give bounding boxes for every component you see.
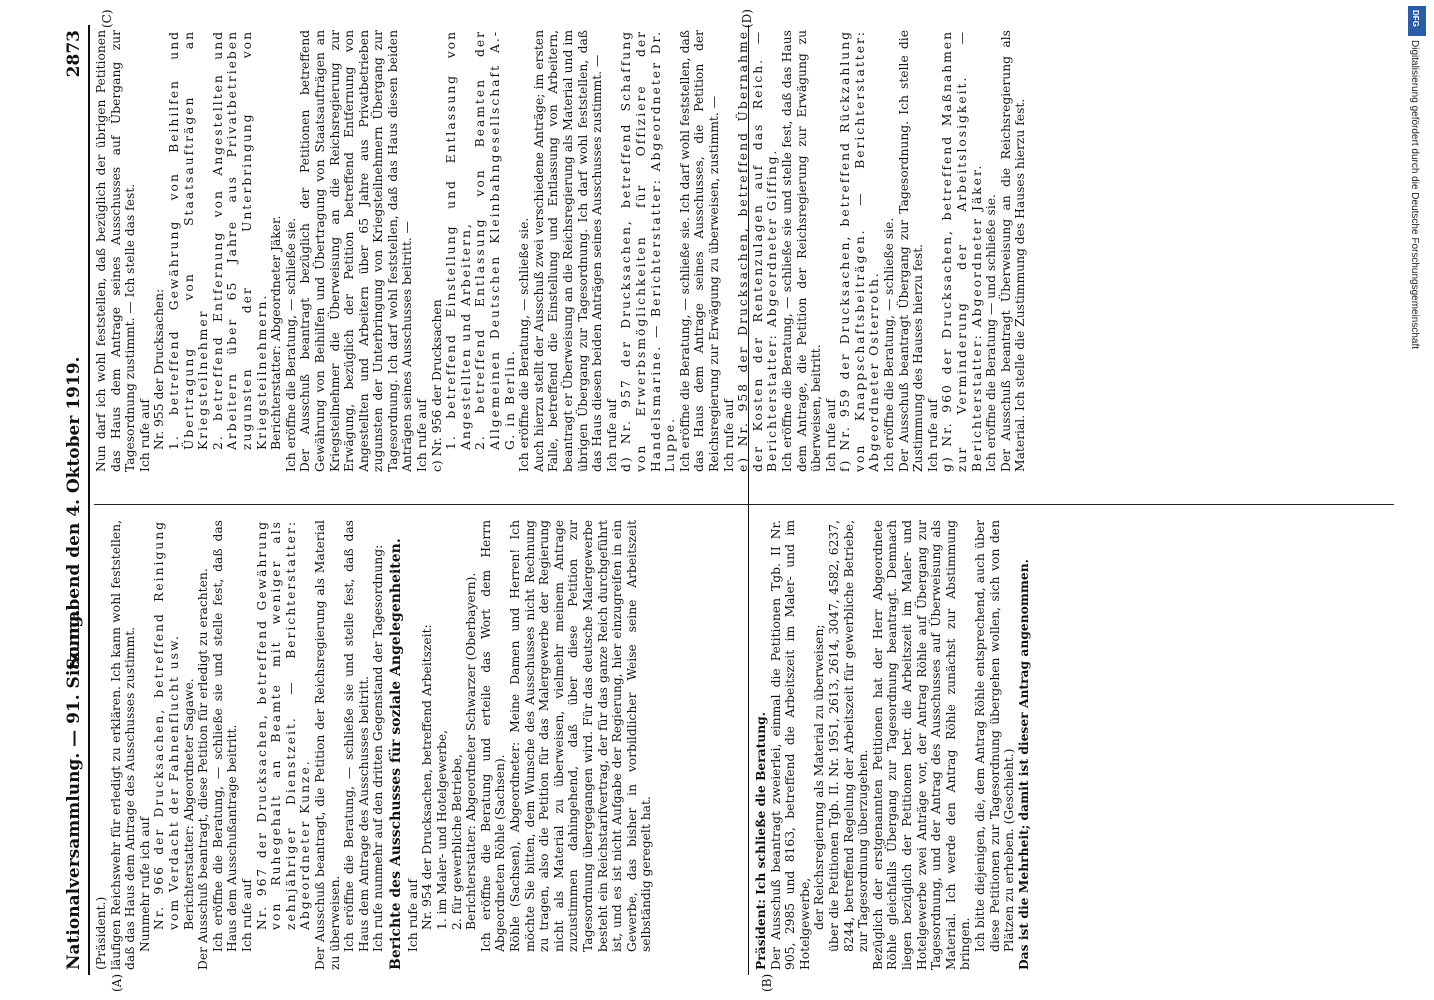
paragraph: Ich rufe nunmehr auf den dritten Gegenstand der Tagesordnung: [371, 544, 386, 952]
paragraph: Ich eröffne die Beratung, — schließe sie. [882, 217, 897, 472]
list-item: 1. im Maler- und Hotelgewerbe, [435, 729, 450, 930]
paragraph: Berichterstatter: Abgeordneter Sagawe. [181, 678, 196, 930]
paragraph: läufigen Reichswehr für erledigt zu erklären. Ich kann wohl feststellen, daß das Haus dem Antrage des Ausschusses zustimmt. [108, 520, 138, 970]
paragraph: Nr. 955 der Drucksachen: [152, 288, 167, 450]
column-divider [94, 504, 1394, 505]
paragraph: g) Nr. 960 der Drucksachen, betreffend Maßnahmen zur Verminderung der Arbeitslosigkeit. — Berichterstatter: Abgeordneter Jäker. [940, 30, 984, 472]
speaker-label: (Präsident.) [94, 896, 108, 970]
paragraph: Der Ausschuß beantragt bezüglich der Petitionen betreffend Gewährung von Beihilfen und Übertragung von Staatsaufträgen an Kriegsteilnehmer die Überweisung an die Reichsregierung zur Erwägung, bezüglich der Petition betreffend Entfernung von Angestellten und Arbeitern über 65 Jahre aus Privatbetrieben zugunsten der Unterbringung von Kriegsteilnehmern Übergang zur Tagesordnung. Ich darf wohl feststellen, daß das Haus diesen beiden Anträgen seines Ausschusses beitritt. — [298, 30, 415, 472]
paragraph: d) Nr. 957 der Drucksachen, betreffend Schaffung von Erwerbsmöglichkeiten für Offiziere der Handelsmarine. — Berichterstatter: Abgeordneter Dr. Luppe. [619, 30, 678, 472]
paragraph: Ich rufe auf [415, 399, 430, 472]
paragraph: über die Petitionen Tgb. II. Nr. 1951, 2613, 2614, 3047, 4582, 6237, 8244, betreffend Regelung der Arbeitszeit für gewerbliche Betriebe, zur Tagesordnung überzugehen. [826, 520, 871, 952]
paragraph: Ich rufe auf [137, 399, 152, 472]
paragraph: Berichterstatter: Abgeordneter Jäker. [269, 215, 284, 450]
paragraph: Nun darf ich wohl feststellen, daß bezüglich der übrigen Petitionen das Haus dem Antrage seines Ausschusses auf Übergang zur Tagesordnung zustimmt. — Ich stelle das fest. [94, 30, 138, 472]
speech-paragraph: Röhle (Sachsen), Abgeordneter: Meine Damen und Herren! Ich möchte Sie bitten, dem Wunsche des Ausschusses nicht Rechnung zu tragen, also die Petition für das Malergewerbe der Regierung nicht als Material zu überweisen, vielmehr meinem Antrage zuzustimmen dahingehend, daß über diese Petition zur Tagesordnung übergegangen wird. Für das deutsche Malergewerbe besteht ein Reichstarifvertrag, der für das ganze Reich durchgeführt ist, und es ist nicht Aufgabe der Regierung, hier einzugreifen in ein Gewerbe, das bisher in vorbildlicher Weise seine Arbeitszeit selbständig geregelt hat. [508, 520, 654, 952]
digitization-note-text: Digitalisierung gefördert durch die Deutsche Forschungsgemeinschaft [1409, 40, 1420, 350]
paragraph: Ich rufe auf [405, 879, 420, 952]
header-rule [88, 25, 90, 975]
left-column-top [94, 520, 654, 970]
margin-letter-d: (D) [740, 9, 754, 28]
paragraph: Der Ausschuß beantragt, die Petition der Reichsregierung als Material zu überweisen. [312, 520, 342, 970]
paragraph: Der Ausschuß beantragt, diese Petition für erledigt zu erachten. [196, 568, 211, 970]
paragraph: der Reichsregierung als Material zu überweisen; [812, 624, 827, 930]
list-item: 1. betreffend Gewährung von Beihilfen und Übertragung von Staatsaufträgen an Kriegsteilnehmer [166, 30, 211, 450]
paragraph: Ich rufe auf [823, 399, 838, 472]
paragraph: Bezüglich der erstgenannten Petitionen hat der Herr Abgeordnete Röhle gleichfalls Übergang zur Tagesordnung beantragt. Demnach liegen bezüglich der Petitionen betr. die Arbeitszeit im Maler- und Hotelgewerbe zwei Anträge vor, der Antrag Röhle auf Übergang zur Tagesordnung, und der Antrag des Ausschusses auf Überweisung als Material. Ich werde den Antrag Röhle zunächst zur Abstimmung bringen. [870, 520, 973, 970]
paragraph: Der Ausschuß beantragt zweierlei, einmal die Petitionen Tgb. II Nr. 905, 2985 und 8163, betreffend die Arbeitszeit im Maler- und im Hotelgewerbe, [768, 520, 812, 970]
paragraph: Ich eröffne die Beratung, — schließe sie und stelle fest, daß das Haus dem Antrage des Ausschusses beitritt. [342, 520, 371, 952]
paragraph: e) Nr. 958 der Drucksachen, betreffend Übernahme der Kosten der Rentenzulagen auf das Reich. — Berichterstatter: Abgeordneter Giffing. [736, 30, 780, 472]
paragraph: Ich eröffne die Beratung, — schließe sie und stelle fest, daß das Haus dem Ausschußantrage beitritt. [210, 520, 240, 952]
speaker-paragraph: Präsident: Ich schließe die Beratung. [753, 711, 768, 970]
paragraph: Nunmehr rufe ich auf [137, 816, 152, 952]
list-item: 2. betreffend Entfernung von Angestellten und Arbeitern über 65 Jahre aus Privatbetrieben zugunsten der Unterbringung von Kriegsteilnehmern. [210, 30, 269, 450]
left-column-bottom [754, 520, 1031, 970]
paragraph: Ich rufe auf [721, 399, 736, 472]
paragraph: Ich eröffne die Beratung, — schließe sie. [517, 217, 532, 472]
page-number: 2873 [64, 30, 84, 78]
paragraph: Ich eröffne die Beratung, — schließe sie und stelle fest, daß das Haus dem Antrage, die Petition der Reichsregierung zur Erwägung zu überweisen, beitritt. [779, 30, 824, 472]
list-item: 2. für gewerbliche Betriebe, [449, 754, 464, 930]
paragraph: Ich eröffne die Beratung, — schließe sie. [283, 217, 298, 472]
paragraph: Berichterstatter: Abgeordneter Schwarzer (Oberbayern). [464, 572, 479, 930]
paragraph: Auch hierzu stellt der Ausschuß zwei verschiedene Anträge; im ersten Falle, betreffend die Einstellung und Entlassung von Arbeitern, beantragt er Überweisung an die Reichsregierung als Material und im übrigen Übergang zur Tagesordnung. Ich darf wohl feststellen, daß das Haus diesen beiden Anträgen seines Ausschusses zustimmt. — [531, 30, 605, 472]
paragraph: f) Nr. 959 der Drucksachen, betreffend Rückzahlung von Knappschaftsbeiträgen. — Berichterstatter: Abgeordneter Osterroth. [838, 30, 882, 472]
dfg-logo: DFG [1408, 6, 1426, 36]
header-left-title: Nationalversammlung. — 91. Sitzung. [64, 609, 84, 970]
list-item: 1. betreffend Einstellung und Entlassung von Angestellten und Arbeitern, [444, 30, 473, 450]
margin-letter-b: (B) [760, 973, 774, 992]
list-item: 2. betreffend Entlassung von Beamten der Allgemeinen Deutschen Kleinbahngesellschaft A.-G. in Berlin. [473, 30, 517, 450]
page-header [58, 30, 90, 970]
paragraph: Das ist die Mehrheit; damit ist dieser Antrag angenommen. [1015, 559, 1031, 970]
right-column [94, 30, 1028, 490]
paragraph: Nr. 954 der Drucksachen, betreffend Arbeitszeit: [420, 624, 435, 930]
digitization-note [1404, 40, 1426, 600]
paragraph: Der Ausschuß beantragt Überweisung an die Reichsregierung als Material. Ich stelle die Zustimmung des Hauses hierzu fest. [998, 30, 1028, 472]
paragraph: Ich rufe auf [925, 399, 940, 472]
margin-letter-c: (C) [100, 9, 114, 28]
paragraph: Ich eröffne die Beratung, — schließe sie. Ich darf wohl feststellen, daß das Haus dem Antrage seines Ausschusses, die Petition der Reichsregierung zur Erwägung zu überweisen, zustimmt. — [677, 30, 721, 472]
paragraph: Der Ausschuß beantragt Übergang zur Tagesordnung. Ich stelle die Zustimmung des Hauses hierzu fest. [896, 30, 926, 472]
header-date: Sonnabend den 4. Oktober 1919. [64, 356, 84, 670]
paragraph: Ich bitte diejenigen, die, dem Antrag Röhle entsprechend, auch über diese Petitionen zur Tagesordnung übergehen wollen, sich von den Plätzen zu erheben. (Geschieht.) [972, 520, 1017, 952]
section-heading: Berichte des Ausschusses für soziale Angelegenheiten. [387, 538, 404, 970]
paragraph: c) Nr. 956 der Drucksachen [429, 299, 444, 472]
paragraph: Ich eröffne die Beratung und erteile das Wort dem Herrn Abgeordneten Röhle (Sachsen). [478, 520, 508, 952]
paragraph: Ich rufe auf [239, 879, 254, 952]
paragraph: Nr. 967 der Drucksachen, betreffend Gewährung von Ruhegehalt an Beamte mit weniger als zehnjähriger Dienstzeit. — Berichterstatter: Abgeordneter Kunze. [254, 520, 313, 930]
margin-letter-a: (A) [110, 973, 124, 992]
paragraph: Nr. 966 der Drucksachen, betreffend Reinigung vom Verdacht der Fahnenflucht usw. [152, 520, 181, 930]
paragraph: Ich rufe auf [604, 399, 619, 472]
paragraph: Ich eröffne die Beratung — und schließe sie. [984, 194, 999, 472]
